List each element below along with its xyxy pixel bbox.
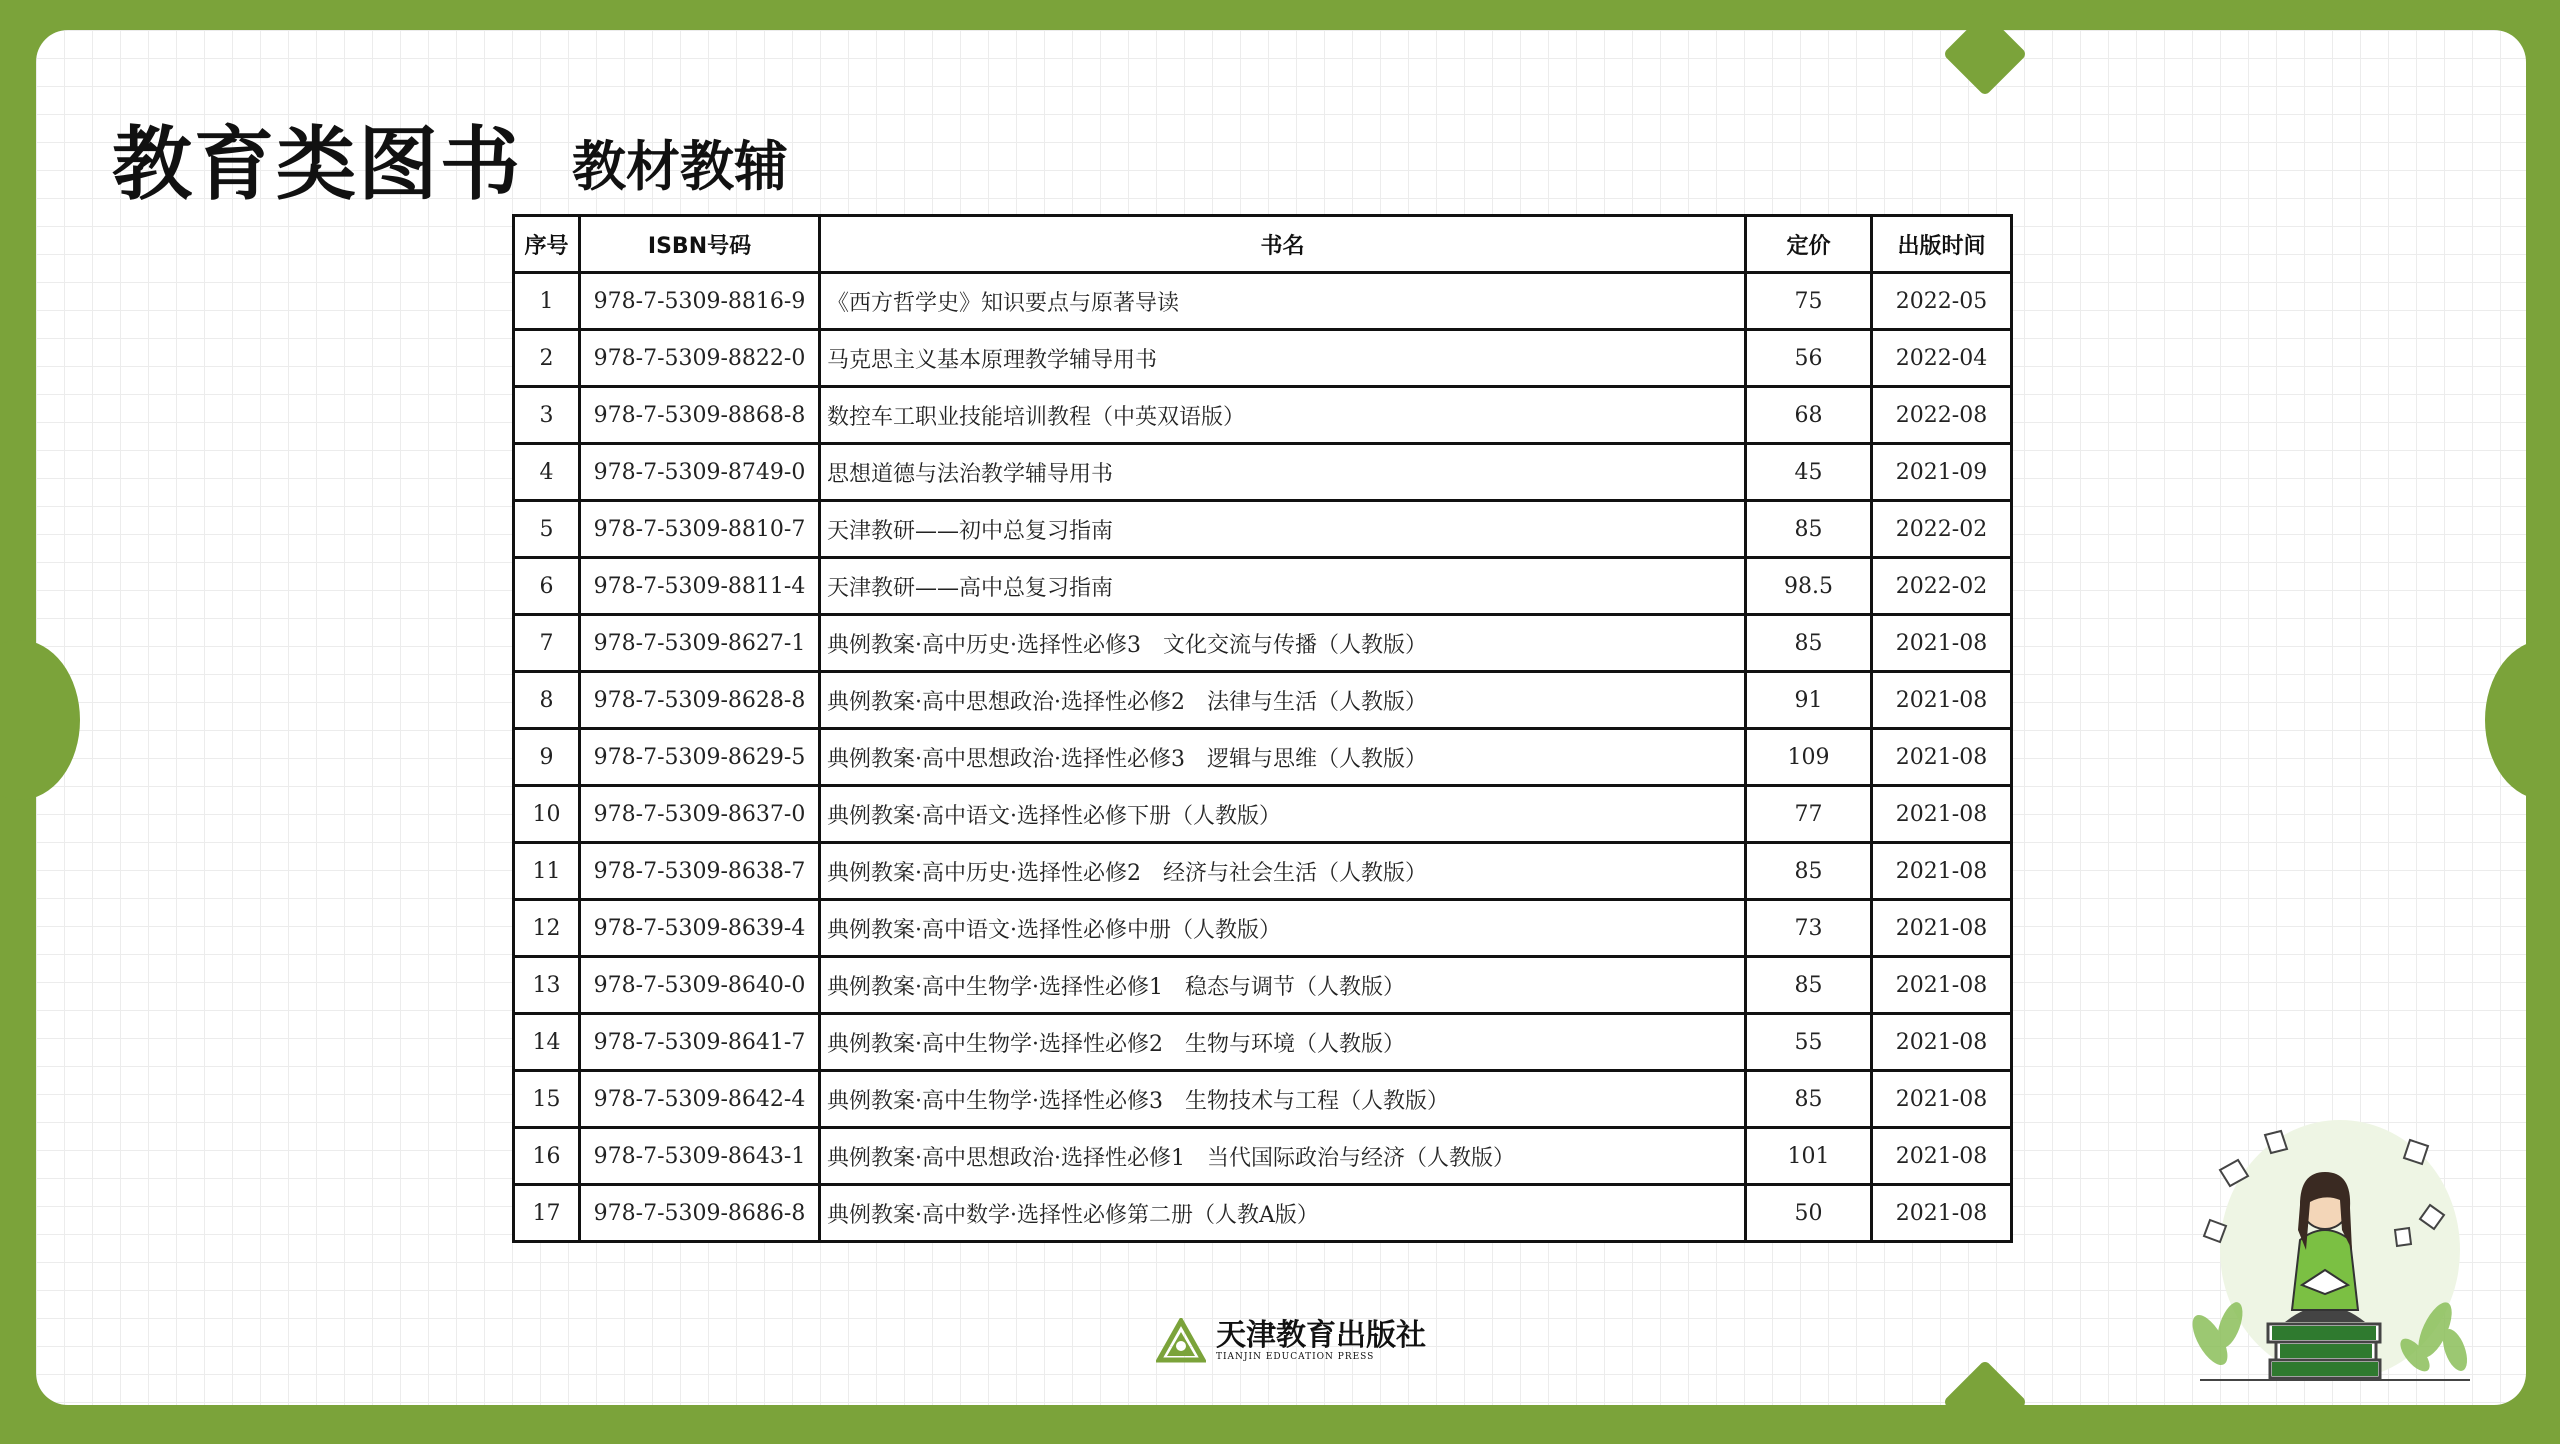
cell-no: 2 <box>514 330 580 387</box>
cell-no: 11 <box>514 843 580 900</box>
cell-price: 50 <box>1746 1185 1872 1242</box>
cell-isbn: 978-7-5309-8629-5 <box>580 729 820 786</box>
cell-price: 68 <box>1746 387 1872 444</box>
cell-title: 典例教案·高中数学·选择性必修第二册（人教A版） <box>820 1185 1746 1242</box>
cell-price: 85 <box>1746 843 1872 900</box>
table-row <box>514 1014 2012 1071</box>
cell-no: 13 <box>514 957 580 1014</box>
cell-isbn: 978-7-5309-8641-7 <box>580 1014 820 1071</box>
cell-date: 2021-08 <box>1872 1128 2012 1185</box>
cell-no: 12 <box>514 900 580 957</box>
cell-date: 2021-08 <box>1872 615 2012 672</box>
table-row <box>514 786 2012 843</box>
cell-date: 2022-02 <box>1872 558 2012 615</box>
cell-title: 典例教案·高中语文·选择性必修中册（人教版） <box>820 900 1746 957</box>
table-row <box>514 444 2012 501</box>
page-title: 教育类图书 <box>112 117 522 211</box>
cell-date: 2022-08 <box>1872 387 2012 444</box>
cell-title: 典例教案·高中语文·选择性必修下册（人教版） <box>820 786 1746 843</box>
cell-price: 85 <box>1746 1071 1872 1128</box>
table-row <box>514 1128 2012 1185</box>
cell-price: 73 <box>1746 900 1872 957</box>
table-row <box>514 729 2012 786</box>
cell-title: 思想道德与法治教学辅导用书 <box>820 444 1746 501</box>
cell-price: 85 <box>1746 615 1872 672</box>
table-row <box>514 1185 2012 1242</box>
cell-date: 2021-08 <box>1872 843 2012 900</box>
cell-title: 天津教研——初中总复习指南 <box>820 501 1746 558</box>
column-header-date: 出版时间 <box>1872 216 2012 273</box>
cell-no: 9 <box>514 729 580 786</box>
cell-isbn: 978-7-5309-8822-0 <box>580 330 820 387</box>
table-row <box>514 900 2012 957</box>
book-table <box>512 214 2013 1243</box>
cell-price: 109 <box>1746 729 1872 786</box>
cell-no: 1 <box>514 273 580 330</box>
cell-no: 3 <box>514 387 580 444</box>
cell-date: 2021-08 <box>1872 786 2012 843</box>
cell-title: 数控车工职业技能培训教程（中英双语版） <box>820 387 1746 444</box>
cell-title: 《西方哲学史》知识要点与原著导读 <box>820 273 1746 330</box>
table-row <box>514 615 2012 672</box>
cell-date: 2021-08 <box>1872 900 2012 957</box>
cell-isbn: 978-7-5309-8628-8 <box>580 672 820 729</box>
cell-price: 85 <box>1746 501 1872 558</box>
table-row <box>514 273 2012 330</box>
cell-price: 98.5 <box>1746 558 1872 615</box>
cell-no: 15 <box>514 1071 580 1128</box>
cell-isbn: 978-7-5309-8749-0 <box>580 444 820 501</box>
publisher-logo-icon <box>1156 1318 1206 1364</box>
column-header-no: 序号 <box>514 216 580 273</box>
cell-no: 17 <box>514 1185 580 1242</box>
cell-no: 10 <box>514 786 580 843</box>
cell-price: 101 <box>1746 1128 1872 1185</box>
cell-title: 典例教案·高中生物学·选择性必修2 生物与环境（人教版） <box>820 1014 1746 1071</box>
cell-isbn: 978-7-5309-8638-7 <box>580 843 820 900</box>
column-header-price: 定价 <box>1746 216 1872 273</box>
cell-isbn: 978-7-5309-8640-0 <box>580 957 820 1014</box>
cell-title: 典例教案·高中思想政治·选择性必修1 当代国际政治与经济（人教版） <box>820 1128 1746 1185</box>
cell-date: 2021-08 <box>1872 672 2012 729</box>
cell-isbn: 978-7-5309-8637-0 <box>580 786 820 843</box>
cell-title: 典例教案·高中生物学·选择性必修1 稳态与调节（人教版） <box>820 957 1746 1014</box>
column-header-isbn: ISBN号码 <box>580 216 820 273</box>
cell-isbn: 978-7-5309-8686-8 <box>580 1185 820 1242</box>
cell-price: 75 <box>1746 273 1872 330</box>
cell-no: 14 <box>514 1014 580 1071</box>
cell-price: 55 <box>1746 1014 1872 1071</box>
cell-price: 45 <box>1746 444 1872 501</box>
publisher-name-en: TIANJIN EDUCATION PRESS <box>1216 1352 1375 1362</box>
cell-no: 6 <box>514 558 580 615</box>
table-row <box>514 387 2012 444</box>
cell-isbn: 978-7-5309-8816-9 <box>580 273 820 330</box>
cell-isbn: 978-7-5309-8642-4 <box>580 1071 820 1128</box>
publisher-name: 天津教育出版社 <box>1216 1318 1426 1353</box>
cell-date: 2021-08 <box>1872 1185 2012 1242</box>
cell-title: 典例教案·高中历史·选择性必修3 文化交流与传播（人教版） <box>820 615 1746 672</box>
table-row <box>514 843 2012 900</box>
cell-date: 2022-02 <box>1872 501 2012 558</box>
cell-isbn: 978-7-5309-8811-4 <box>580 558 820 615</box>
cell-title: 典例教案·高中思想政治·选择性必修2 法律与生活（人教版） <box>820 672 1746 729</box>
page-subtitle: 教材教辅 <box>572 134 788 198</box>
cell-date: 2021-08 <box>1872 1014 2012 1071</box>
cell-price: 85 <box>1746 957 1872 1014</box>
cell-title: 马克思主义基本原理教学辅导用书 <box>820 330 1746 387</box>
table-row <box>514 1071 2012 1128</box>
cell-isbn: 978-7-5309-8810-7 <box>580 501 820 558</box>
cell-date: 2021-09 <box>1872 444 2012 501</box>
cell-title: 典例教案·高中生物学·选择性必修3 生物技术与工程（人教版） <box>820 1071 1746 1128</box>
cell-price: 56 <box>1746 330 1872 387</box>
cell-no: 7 <box>514 615 580 672</box>
cell-date: 2021-08 <box>1872 729 2012 786</box>
table-row <box>514 330 2012 387</box>
cell-date: 2021-08 <box>1872 957 2012 1014</box>
cell-date: 2021-08 <box>1872 1071 2012 1128</box>
cell-no: 4 <box>514 444 580 501</box>
publisher-brand <box>1156 1318 1426 1364</box>
cell-no: 5 <box>514 501 580 558</box>
table-row <box>514 558 2012 615</box>
cell-no: 8 <box>514 672 580 729</box>
cell-price: 91 <box>1746 672 1872 729</box>
table-header-row <box>514 216 2012 273</box>
table-row <box>514 957 2012 1014</box>
cell-no: 16 <box>514 1128 580 1185</box>
cell-isbn: 978-7-5309-8868-8 <box>580 387 820 444</box>
cell-isbn: 978-7-5309-8643-1 <box>580 1128 820 1185</box>
cell-date: 2022-04 <box>1872 330 2012 387</box>
table-row <box>514 672 2012 729</box>
cell-isbn: 978-7-5309-8639-4 <box>580 900 820 957</box>
cell-title: 典例教案·高中思想政治·选择性必修3 逻辑与思维（人教版） <box>820 729 1746 786</box>
cell-isbn: 978-7-5309-8627-1 <box>580 615 820 672</box>
table-row <box>514 501 2012 558</box>
cell-title: 天津教研——高中总复习指南 <box>820 558 1746 615</box>
column-header-title: 书名 <box>820 216 1746 273</box>
girl-reading-on-books-icon <box>2180 1110 2480 1400</box>
cell-price: 77 <box>1746 786 1872 843</box>
cell-title: 典例教案·高中历史·选择性必修2 经济与社会生活（人教版） <box>820 843 1746 900</box>
cell-date: 2022-05 <box>1872 273 2012 330</box>
